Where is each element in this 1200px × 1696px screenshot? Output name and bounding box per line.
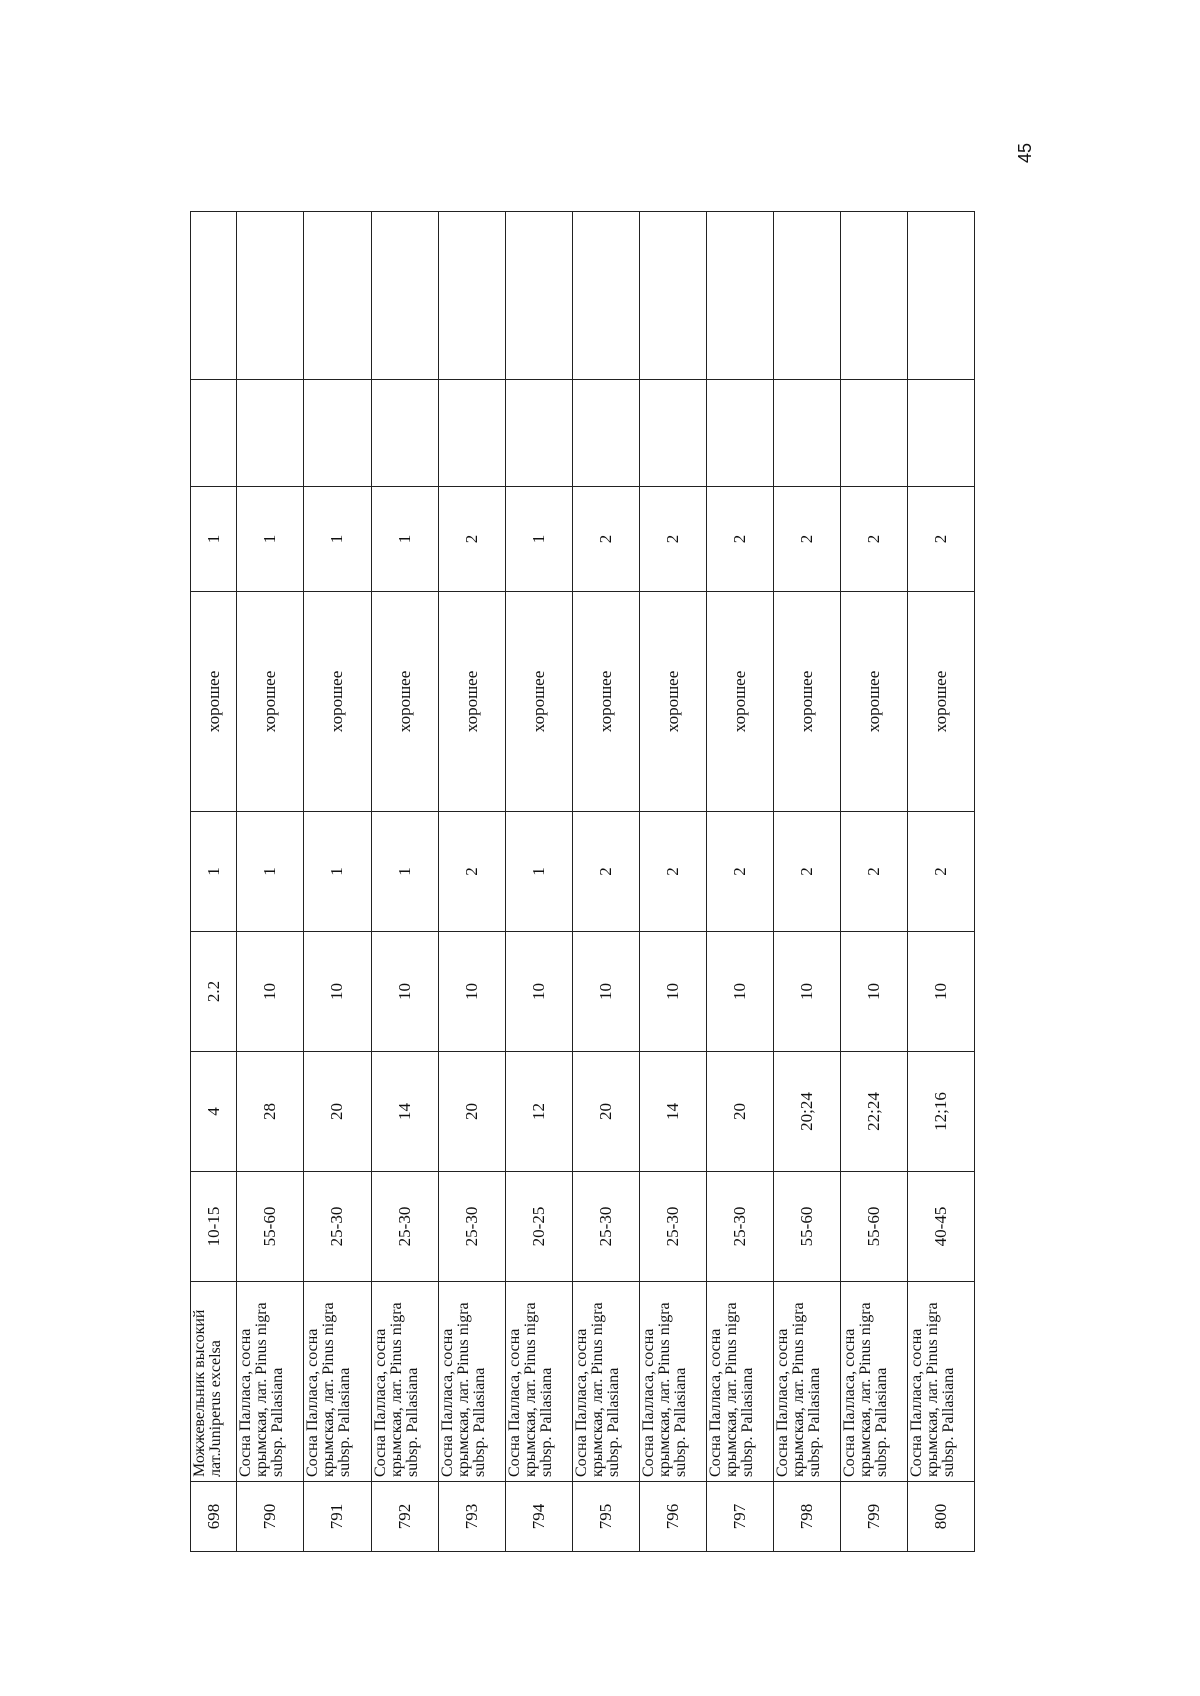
cell-age: 25-30	[706, 1172, 773, 1282]
cell-col9	[505, 380, 572, 487]
cell-species: Сосна Палласа, сосна крымская, лат. Pinus nigra subsp. Pallasiana	[438, 1282, 505, 1482]
cell-col4: 4	[191, 1052, 237, 1172]
cell-species: Сосна Палласа, сосна крымская, лат. Pinus nigra subsp. Pallasiana	[840, 1282, 907, 1482]
table-row	[639, 212, 706, 1552]
cell-col6: 1	[237, 812, 304, 932]
cell-col10	[304, 212, 371, 380]
cell-species: Сосна Палласа, сосна крымская, лат. Pinus nigra subsp. Pallasiana	[907, 1282, 974, 1482]
cell-col6: 2	[706, 812, 773, 932]
cell-col4: 20	[438, 1052, 505, 1172]
cell-condition: хорошее	[191, 592, 237, 812]
cell-age: 25-30	[639, 1172, 706, 1282]
cell-col4: 22;24	[840, 1052, 907, 1172]
cell-age: 40-45	[907, 1172, 974, 1282]
cell-col4: 20	[572, 1052, 639, 1172]
cell-col5: 10	[639, 932, 706, 1052]
cell-col6: 2	[907, 812, 974, 932]
cell-species: Сосна Палласа, сосна крымская, лат. Pinus nigra subsp. Pallasiana	[773, 1282, 840, 1482]
cell-species: Сосна Палласа, сосна крымская, лат. Pinus nigra subsp. Pallasiana	[371, 1282, 438, 1482]
cell-col5: 10	[505, 932, 572, 1052]
cell-col6: 1	[304, 812, 371, 932]
cell-condition: хорошее	[505, 592, 572, 812]
cell-age: 55-60	[237, 1172, 304, 1282]
table-row	[191, 212, 237, 1552]
cell-col6: 2	[773, 812, 840, 932]
table-container	[190, 212, 975, 1552]
table-row	[371, 212, 438, 1552]
cell-col5: 10	[907, 932, 974, 1052]
cell-col8: 2	[639, 487, 706, 592]
cell-col5: 10	[237, 932, 304, 1052]
cell-col8: 2	[840, 487, 907, 592]
cell-number: 795	[572, 1482, 639, 1552]
cell-species: Сосна Палласа, сосна крымская, лат. Pinus nigra subsp. Pallasiana	[572, 1282, 639, 1482]
cell-species: Сосна Палласа, сосна крымская, лат. Pinus nigra subsp. Pallasiana	[706, 1282, 773, 1482]
cell-col10	[706, 212, 773, 380]
cell-species: Сосна Палласа, сосна крымская, лат. Pinus nigra subsp. Pallasiana	[304, 1282, 371, 1482]
cell-col6: 2	[639, 812, 706, 932]
cell-col4: 28	[237, 1052, 304, 1172]
cell-age: 25-30	[371, 1172, 438, 1282]
cell-number: 797	[706, 1482, 773, 1552]
cell-col8: 2	[907, 487, 974, 592]
cell-condition: хорошее	[639, 592, 706, 812]
cell-col9	[191, 380, 237, 487]
cell-col9	[572, 380, 639, 487]
cell-col4: 14	[371, 1052, 438, 1172]
cell-species: Сосна Палласа, сосна крымская, лат. Pinus nigra subsp. Pallasiana	[505, 1282, 572, 1482]
cell-condition: хорошее	[840, 592, 907, 812]
cell-col9	[907, 380, 974, 487]
table-row	[237, 212, 304, 1552]
cell-species: Сосна Палласа, сосна крымская, лат. Pinus nigra subsp. Pallasiana	[237, 1282, 304, 1482]
cell-col9	[773, 380, 840, 487]
cell-col6: 2	[572, 812, 639, 932]
cell-col9	[371, 380, 438, 487]
cell-condition: хорошее	[371, 592, 438, 812]
cell-col4: 20	[304, 1052, 371, 1172]
table-row	[773, 212, 840, 1552]
cell-col9	[304, 380, 371, 487]
cell-col6: 1	[191, 812, 237, 932]
table-row	[304, 212, 371, 1552]
cell-condition: хорошее	[438, 592, 505, 812]
cell-col5: 10	[438, 932, 505, 1052]
cell-col9	[438, 380, 505, 487]
cell-age: 55-60	[840, 1172, 907, 1282]
cell-col8: 1	[191, 487, 237, 592]
cell-condition: хорошее	[706, 592, 773, 812]
cell-number: 793	[438, 1482, 505, 1552]
cell-col5: 10	[371, 932, 438, 1052]
cell-col6: 2	[438, 812, 505, 932]
cell-number: 790	[237, 1482, 304, 1552]
cell-age: 20-25	[505, 1172, 572, 1282]
table-row	[505, 212, 572, 1552]
cell-col4: 14	[639, 1052, 706, 1172]
table-row	[840, 212, 907, 1552]
cell-col9	[706, 380, 773, 487]
table-body	[191, 212, 975, 1552]
cell-condition: хорошее	[572, 592, 639, 812]
cell-col10	[907, 212, 974, 380]
cell-number: 798	[773, 1482, 840, 1552]
cell-condition: хорошее	[773, 592, 840, 812]
cell-col6: 1	[371, 812, 438, 932]
cell-age: 25-30	[572, 1172, 639, 1282]
cell-age: 55-60	[773, 1172, 840, 1282]
cell-col8: 2	[706, 487, 773, 592]
cell-number: 796	[639, 1482, 706, 1552]
cell-col8: 1	[304, 487, 371, 592]
cell-col5: 10	[773, 932, 840, 1052]
cell-col10	[639, 212, 706, 380]
cell-age: 25-30	[438, 1172, 505, 1282]
cell-col6: 2	[840, 812, 907, 932]
cell-col5: 10	[840, 932, 907, 1052]
cell-col10	[438, 212, 505, 380]
cell-col4: 20;24	[773, 1052, 840, 1172]
cell-condition: хорошее	[237, 592, 304, 812]
cell-col8: 1	[505, 487, 572, 592]
cell-col10	[237, 212, 304, 380]
cell-col4: 12	[505, 1052, 572, 1172]
cell-condition: хорошее	[907, 592, 974, 812]
cell-col9	[639, 380, 706, 487]
cell-col5: 10	[572, 932, 639, 1052]
cell-col5: 10	[304, 932, 371, 1052]
cell-col6: 1	[505, 812, 572, 932]
cell-col5: 10	[706, 932, 773, 1052]
tree-inventory-table	[190, 211, 975, 1552]
table-row	[438, 212, 505, 1552]
cell-col4: 12;16	[907, 1052, 974, 1172]
cell-col5: 2.2	[191, 932, 237, 1052]
table-row	[572, 212, 639, 1552]
cell-col8: 2	[438, 487, 505, 592]
cell-col4: 20	[706, 1052, 773, 1172]
cell-col10	[572, 212, 639, 380]
cell-col8: 1	[371, 487, 438, 592]
cell-col10	[773, 212, 840, 380]
cell-col9	[840, 380, 907, 487]
page-number: 45	[1015, 142, 1035, 164]
cell-species: Сосна Палласа, сосна крымская, лат. Pinus nigra subsp. Pallasiana	[639, 1282, 706, 1482]
cell-number: 794	[505, 1482, 572, 1552]
cell-col10	[371, 212, 438, 380]
cell-age: 10-15	[191, 1172, 237, 1282]
cell-number: 799	[840, 1482, 907, 1552]
cell-number: 791	[304, 1482, 371, 1552]
cell-col8: 1	[237, 487, 304, 592]
cell-species: Можжевельник высокий лат.Juniperus excelsa	[191, 1282, 237, 1482]
cell-age: 25-30	[304, 1172, 371, 1282]
cell-number: 792	[371, 1482, 438, 1552]
cell-col8: 2	[773, 487, 840, 592]
cell-col10	[505, 212, 572, 380]
cell-col8: 2	[572, 487, 639, 592]
cell-number: 698	[191, 1482, 237, 1552]
cell-col10	[191, 212, 237, 380]
cell-col9	[237, 380, 304, 487]
cell-number: 800	[907, 1482, 974, 1552]
table-row	[706, 212, 773, 1552]
cell-condition: хорошее	[304, 592, 371, 812]
table-row	[907, 212, 974, 1552]
cell-col10	[840, 212, 907, 380]
